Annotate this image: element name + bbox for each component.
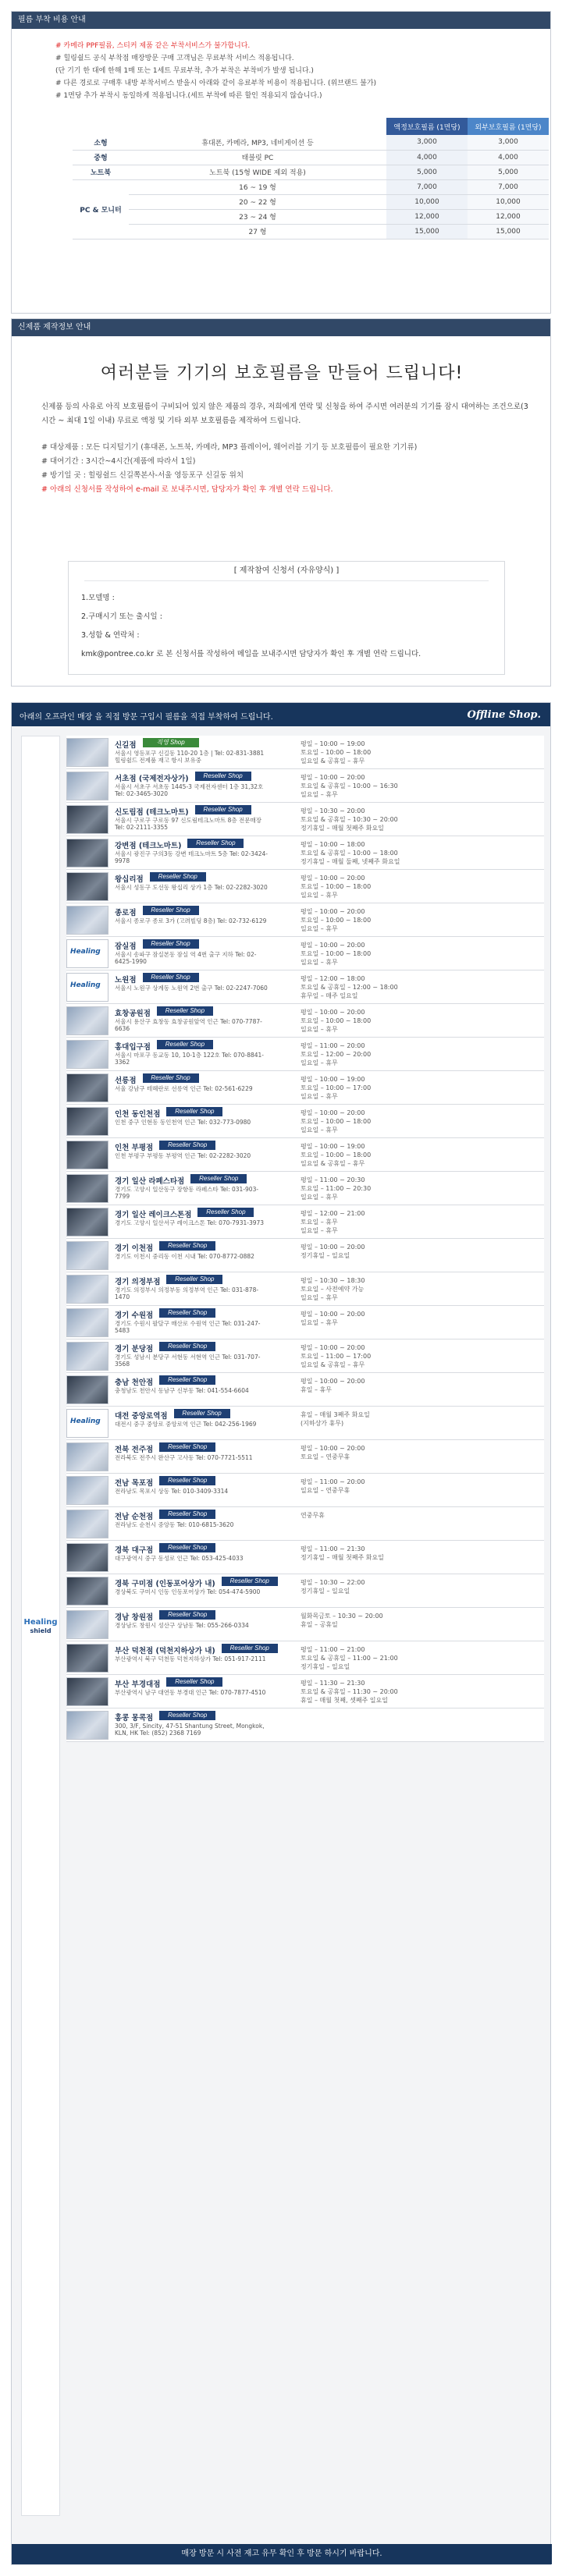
store-photo <box>66 1644 108 1673</box>
store-hours: 평일 – 10:00 ~ 20:00 휴일 – 휴무 <box>301 1378 365 1393</box>
store-name: 인천 동인천점 <box>115 1110 161 1119</box>
list-item: # 아래의 신청서를 작성하여 e-mail 로 보내주시면, 담당자가 확인 후 개별 연락 드립니다. <box>41 485 333 494</box>
store-photo <box>66 1141 108 1169</box>
offline-shop-header <box>12 703 550 726</box>
store-row <box>66 903 544 937</box>
store-type-badge: Reseller Shop <box>159 1241 215 1251</box>
store-hours: 평일 – 10:00 ~ 20:00 토요일 – 10:00 ~ 18:00 일요일 – 휴무 <box>301 942 372 966</box>
store-address: 충청남도 천안시 동남구 신부동 Tel: 041-554-6604 <box>115 1387 249 1394</box>
store-row <box>66 1239 544 1272</box>
row-v1: 5,000 <box>386 165 468 179</box>
store-row <box>66 1071 544 1105</box>
store-hours: 평일 – 10:00 ~ 18:00 토요일 & 공휴일 – 10:00 ~ 18:00 정기휴일 – 매월 둘째, 넷째주 화요일 <box>301 841 400 865</box>
store-type-badge: Reseller Shop <box>159 1543 215 1552</box>
store-hours: 평일 – 11:00 ~ 21:30 정기휴일 – 매월 첫째주 화요일 <box>301 1545 384 1561</box>
table-row <box>73 135 549 150</box>
store-hours: 평일 – 10:00 ~ 19:00 토요일 – 10:00 ~ 17:00 일요일 – 휴무 <box>301 1076 372 1100</box>
list-item: # 대여기간 : 3시간~4시간(제품에 따라서 1일) <box>41 457 196 466</box>
store-address: 경상남도 창원시 성산구 상남동 Tel: 055-266-0334 <box>115 1622 249 1629</box>
store-row <box>66 1708 544 1742</box>
table-row <box>73 150 549 165</box>
new-product-lead: 신제품 등의 사유로 아직 보호필름이 구비되어 있지 않은 제품의 경우, 저희에게 연락 및 신청을 하여 주시면 여러분의 기기를 잠시 대여하는 조건으로(3시간 ~ 최대 1일 이내) 무료로 액정 및 기타 외부 보호필름을 제작하여 드립니다. <box>41 403 528 425</box>
row-v1: 3,000 <box>386 135 468 150</box>
store-name: 종로점 <box>115 909 137 917</box>
store-name: 경기 이천점 <box>115 1244 154 1253</box>
store-type-badge: Reseller Shop <box>195 805 251 814</box>
store-row <box>66 1373 544 1407</box>
store-row <box>66 1205 544 1239</box>
store-type-badge: Reseller Shop <box>159 1510 215 1519</box>
store-photo <box>66 738 108 767</box>
store-name: 왕십리점 <box>115 875 144 884</box>
store-row <box>66 1608 544 1641</box>
fee-note: # 카메라 PPF필름, 스티커 제품 같은 부착서비스가 불가합니다. <box>55 42 251 50</box>
store-row <box>66 769 544 803</box>
table-row <box>73 209 549 224</box>
store-type-badge: Reseller Shop <box>159 1476 215 1485</box>
store-type-badge: Reseller Shop <box>143 973 199 982</box>
list-item: # 대상제품 : 모든 디지털기기 (휴대폰, 노트북, 카메라, MP3 플레이어, 웨어러블 기기 등 보호필름이 필요한 기기류) <box>41 443 418 452</box>
store-photo <box>66 805 108 834</box>
store-type-badge: Reseller Shop <box>159 1308 215 1318</box>
store-type-badge: 직영 Shop <box>143 738 199 747</box>
store-address: 서울시 송파구 잠실본동 잠실 역 4번 출구 지하 Tel: 02-6425-1990 <box>115 951 257 965</box>
store-address: 대전시 중구 중앙로 중앙로역 인근 Tel: 042-256-1969 <box>115 1421 257 1428</box>
store-photo <box>66 1510 108 1538</box>
store-type-badge: Reseller Shop <box>159 1375 215 1385</box>
store-name: 노원점 <box>115 976 137 985</box>
store-row <box>66 1474 544 1507</box>
store-row <box>66 1306 544 1339</box>
store-row <box>66 1138 544 1172</box>
store-photo <box>66 839 108 868</box>
fee-note: # 다른 경로로 구매후 내방 부착서비스 받을시 아래와 같이 유료부착 비용이 적용됩니다. (위브랜드 불가) <box>55 80 377 87</box>
fee-note: # 힐링쉴드 공식 부착점 매장방문 구매 고객님은 무료부착 서비스 적용됩니다. <box>55 55 294 62</box>
store-hours: 평일 – 10:00 ~ 20:00 토요일 & 공휴일 – 10:00 ~ 16:30 일요일 – 휴무 <box>301 774 398 798</box>
store-name: 대전 중앙로역점 <box>115 1412 168 1421</box>
store-name: 서초점 (국제전자상가) <box>115 775 189 783</box>
store-address: 경기도 의정부시 의정부동 의정부역 인근 Tel: 031-878-1470 <box>115 1286 259 1300</box>
store-photo <box>66 1442 108 1471</box>
offline-shop-section <box>11 702 551 2565</box>
store-name: 전남 목포점 <box>115 1479 154 1488</box>
row-v1: 12,000 <box>386 209 468 224</box>
store-photo <box>66 1610 108 1639</box>
row-category: PC & 모니터 <box>73 179 129 239</box>
store-address: 경기도 성남시 분당구 서현동 서현역 인근 Tel: 031-707-3568 <box>115 1354 261 1368</box>
store-name: 부산 덕천점 (덕천지하상가 내) <box>115 1647 215 1655</box>
store-photo <box>66 1375 108 1404</box>
film-fee-section <box>11 11 551 314</box>
store-hours: 휴일 – 매월 3째주 화요일 (지하상가 휴무) <box>301 1411 370 1427</box>
store-hours: 평일 – 10:00 ~ 20:00 토요일 – 10:00 ~ 18:00 일요일 – 휴무 <box>301 908 372 932</box>
store-row <box>66 1004 544 1038</box>
store-photo <box>66 1107 108 1136</box>
store-row <box>66 1272 544 1306</box>
store-name: 인천 부평점 <box>115 1144 154 1152</box>
store-address: 서울시 종로구 종로 3가 (고려빌딩 8층) Tel: 02-732-6129 <box>115 917 267 924</box>
store-hours: 평일 – 11:00 ~ 20:30 토요일 – 11:00 ~ 20:30 일요일 – 휴무 <box>301 1176 372 1201</box>
store-name: 경북 대구점 <box>115 1546 154 1555</box>
store-name: 잠실점 <box>115 942 137 951</box>
store-row <box>66 1105 544 1138</box>
store-address: 대구광역시 중구 동성로 인근 Tel: 053-425-4033 <box>115 1555 244 1562</box>
row-v1: 15,000 <box>386 224 468 239</box>
store-row <box>66 1407 544 1440</box>
store-row <box>66 1172 544 1205</box>
store-photo <box>66 1342 108 1371</box>
store-type-badge: Reseller Shop <box>166 1107 222 1116</box>
table-row <box>73 224 549 239</box>
store-row <box>66 1541 544 1574</box>
store-type-badge: Reseller Shop <box>190 1174 247 1183</box>
store-type-badge: Reseller Shop <box>166 1275 222 1284</box>
store-type-badge: Reseller Shop <box>159 1141 215 1150</box>
store-name: 경북 구미점 (인동포어상가 내) <box>115 1580 215 1588</box>
new-product-title: 여러분들 기기의 보호필름을 만들어 드립니다! <box>100 364 464 383</box>
table-row <box>73 179 549 194</box>
store-type-badge: Reseller Shop <box>143 939 199 949</box>
store-name: 전남 순천점 <box>115 1513 154 1521</box>
store-address: 서울시 구로구 구로동 97 신도림테크노마트 8층 전문매장 Tel: 02-2111-3355 <box>115 817 262 831</box>
store-photo <box>66 1308 108 1337</box>
store-hours: 평일 – 10:30 ~ 18:30 토요일 – 사전예약 가능 일요일 – 휴무 <box>301 1277 365 1301</box>
store-name: 경기 일산 레이크스톤점 <box>115 1211 192 1219</box>
store-row <box>66 1440 544 1474</box>
logo-text-bottom: shield <box>30 1627 52 1634</box>
table-row <box>73 165 549 179</box>
store-photo <box>66 1208 108 1237</box>
store-name: 경남 창원점 <box>115 1613 154 1622</box>
store-name: 홍대입구점 <box>115 1043 151 1052</box>
store-row <box>66 937 544 970</box>
row-desc: 20 ~ 22 형 <box>129 194 386 209</box>
list-item: # 방기일 곳 : 힐링쉴드 신길쪽본사-서울 영등포구 신길동 위치 <box>41 471 244 480</box>
store-hours: 평일 – 10:00 ~ 20:00 토요일 – 10:00 ~ 18:00 일요일 – 휴무 <box>301 875 372 899</box>
offline-footer-notice: 매장 방문 시 사전 재고 유무 확인 후 방문 하시기 바랍니다. <box>12 2544 552 2564</box>
row-v2: 12,000 <box>468 209 549 224</box>
store-logo-text: Healing <box>70 981 101 989</box>
store-hours: 평일 – 11:00 ~ 21:00 토요일 & 공휴일 – 11:00 ~ 21:00 정기휴일 – 일요일 <box>301 1646 398 1670</box>
store-type-badge: Reseller Shop <box>159 1342 215 1351</box>
store-row <box>66 1339 544 1373</box>
row-v1: 7,000 <box>386 179 468 194</box>
store-type-badge: Reseller Shop <box>166 1677 222 1687</box>
store-photo <box>66 1543 108 1572</box>
store-hours: 평일 – 10:00 ~ 20:00 토요일 – 11:00 ~ 17:00 일요일 & 공휴일 – 휴무 <box>301 1344 372 1368</box>
store-photo <box>66 1006 108 1035</box>
store-hours: 평일 – 12:00 ~ 18:00 토요일 & 공휴일 – 12:00 ~ 18:00 휴무일 – 매주 일요일 <box>301 975 398 999</box>
store-address: 서울시 용산구 효창동 효창공원앞역 인근 Tel: 070-7787-6636 <box>115 1018 262 1032</box>
store-photo <box>66 1174 108 1203</box>
store-hours: 연중무휴 <box>301 1512 325 1519</box>
store-logo-text: Healing <box>70 948 101 956</box>
store-address: 서울시 성동구 도선동 왕십리 상가 1층 Tel: 02-2282-3020 <box>115 884 268 891</box>
application-form <box>68 561 505 675</box>
row-v2: 15,000 <box>468 224 549 239</box>
store-address: 300, 3/F, Sincity, 47-51 Shantung Street, Mongkok, KLN, HK Tel: (852) 2368 7169 <box>115 1723 265 1737</box>
store-address: 경기도 고양시 일산서구 레이크스톤 Tel: 070-7931-3973 <box>115 1219 265 1226</box>
store-photo <box>66 1040 108 1069</box>
store-name: 홍콩 몽콕점 <box>115 1714 154 1723</box>
store-address: 인천 중구 인현동 동인천역 인근 Tel: 032-773-0980 <box>115 1119 251 1126</box>
store-address: 서울시 노원구 상계동 노원역 2번 출구 Tel: 02-2247-7060 <box>115 985 268 992</box>
store-type-badge: Reseller Shop <box>150 872 206 882</box>
row-v2: 5,000 <box>468 165 549 179</box>
store-type-badge: Reseller Shop <box>174 1409 230 1418</box>
store-address: 서울시 마포구 동교동 10, 10-1층 122호 Tel: 070-8841-3362 <box>115 1052 264 1066</box>
row-category: 중형 <box>73 150 129 165</box>
store-type-badge: Reseller Shop <box>143 906 199 915</box>
store-name: 경기 분당점 <box>115 1345 154 1354</box>
form-title: [ 제작참여 신청서 (자유양식) ] <box>84 562 489 581</box>
store-hours: 평일 – 10:00 ~ 19:00 토요일 – 10:00 ~ 18:00 일요일 & 공휴일 – 휴무 <box>301 1143 372 1167</box>
store-type-badge: Reseller Shop <box>159 1711 215 1720</box>
store-photo <box>66 1577 108 1606</box>
store-name: 경기 수원점 <box>115 1311 154 1320</box>
store-photo <box>66 872 108 901</box>
store-photo <box>66 1241 108 1270</box>
store-list <box>66 736 544 1742</box>
store-row <box>66 870 544 903</box>
store-hours: 평일 – 11:00 ~ 20:00 일요일 – 연중무휴 <box>301 1478 365 1494</box>
store-address: 서울시 서초구 서초동 1445-3 국제전자센터 1층 31,32호 Tel: 02-3465-3020 <box>115 783 264 797</box>
store-hours: 평일 – 10:00 ~ 19:00 토요일 – 10:00 ~ 18:00 일요일 & 공휴일 – 휴무 <box>301 740 372 765</box>
row-desc: 16 ~ 19 형 <box>129 179 386 194</box>
new-product-section <box>11 318 551 687</box>
store-type-badge: Reseller Shop <box>197 1208 254 1217</box>
new-product-header: 신제품 제작정보 안내 <box>12 319 550 336</box>
store-hours: 평일 – 10:00 ~ 20:00 일요일 – 휴무 <box>301 1311 365 1326</box>
store-row <box>66 970 544 1004</box>
store-type-badge: Reseller Shop <box>143 1073 199 1083</box>
row-category: 소형 <box>73 135 129 150</box>
store-row <box>66 1038 544 1071</box>
store-photo <box>66 1073 108 1102</box>
logo-text-top: Healing <box>23 1618 58 1627</box>
store-hours: 평일 – 12:00 ~ 21:00 토요일 – 휴무 일요일 – 휴무 <box>301 1210 365 1234</box>
col1-header: 액정보호필름 (1면당) <box>386 118 468 135</box>
store-type-badge: Reseller Shop <box>159 1610 215 1620</box>
fee-section-header: 필름 부착 비용 안내 <box>12 12 550 29</box>
price-table <box>73 118 549 240</box>
row-v1: 10,000 <box>386 194 468 209</box>
store-name: 신도림점 (테크노마트) <box>115 808 189 817</box>
store-photo <box>66 1409 108 1438</box>
fee-note: # 1면당 추가 부착시 동일하게 적용됩니다.(세트 부착에 따른 할인 적용되지 않습니다.) <box>55 92 322 100</box>
store-hours: 평일 – 10:00 ~ 20:00 정기휴일 – 일요일 <box>301 1244 365 1259</box>
store-type-badge: Reseller Shop <box>157 1040 213 1049</box>
store-hours: 평일 – 10:00 ~ 20:00 토요일 – 10:00 ~ 18:00 일요일 – 휴무 <box>301 1009 372 1033</box>
store-type-badge: Reseller Shop <box>195 772 251 781</box>
store-photo <box>66 1275 108 1304</box>
store-type-badge: Reseller Shop <box>222 1577 278 1586</box>
store-type-badge: Reseller Shop <box>157 1006 213 1016</box>
store-address: 서울 강남구 테헤란로 선릉역 인근 Tel: 02-561-6229 <box>115 1085 253 1092</box>
store-photo <box>66 906 108 935</box>
store-address: 경상북도 구미시 인동 인동포어상가 Tel: 054-474-5900 <box>115 1588 261 1595</box>
store-row <box>66 1574 544 1608</box>
store-name: 효창공원점 <box>115 1009 151 1018</box>
store-address: 경기도 고양시 일산동구 장항동 라페스타 Tel: 031-903-7799 <box>115 1186 259 1200</box>
offline-shop-notice: 아래의 오프라인 매장 을 직접 방문 구입시 필름을 직접 부착하여 드립니다. <box>20 713 273 722</box>
fee-notes <box>12 29 550 102</box>
store-address: 전라남도 순천시 중앙동 Tel: 010-6815-3620 <box>115 1521 234 1528</box>
store-name: 경기 의정부점 <box>115 1278 161 1286</box>
store-name: 경기 일산 라페스타점 <box>115 1177 185 1186</box>
store-photo <box>66 973 108 1002</box>
store-hours: 평일 – 10:00 ~ 20:00 토요일 – 10:00 ~ 18:00 일요일 – 휴무 <box>301 1109 372 1134</box>
store-address: 인천 부평구 부평동 부평역 인근 Tel: 02-2282-3020 <box>115 1152 251 1159</box>
store-photo <box>66 1677 108 1706</box>
store-address: 전라북도 전주시 완산구 고사동 Tel: 070-7721-5511 <box>115 1454 253 1461</box>
row-desc: 27 형 <box>129 224 386 239</box>
form-line: 1.모델명 : <box>81 594 115 602</box>
store-photo <box>66 1476 108 1505</box>
brand-sidebar <box>21 736 60 2516</box>
store-photo <box>66 1711 108 1740</box>
store-address: 부산광역시 북구 덕천동 덕천지하상가 Tel: 051-917-2111 <box>115 1655 266 1662</box>
store-type-badge: Reseller Shop <box>187 839 244 848</box>
form-line: 3.성함 & 연락처 : <box>81 631 140 640</box>
form-line: 2.구매시기 또는 출시일 : <box>81 612 162 621</box>
row-desc: 휴대폰, 카메라, MP3, 네비게이션 등 <box>129 135 386 150</box>
row-desc: 노트북 (15형 WIDE 제외 적용) <box>129 165 386 179</box>
store-row <box>66 803 544 836</box>
store-row <box>66 836 544 870</box>
store-name: 충남 천안점 <box>115 1378 154 1387</box>
healing-shield-logo <box>23 1618 58 1652</box>
store-hours: 평일 – 10:00 ~ 20:00 토요일 – 연중무휴 <box>301 1445 365 1460</box>
store-address: 서울시 영등포구 신길동 110-20 1층 | Tel: 02-831-3881 힐링쉴드 전제품 재고 항시 보유중 <box>115 750 265 764</box>
row-v2: 7,000 <box>468 179 549 194</box>
row-v2: 3,000 <box>468 135 549 150</box>
store-row <box>66 1641 544 1675</box>
form-email-note: kmk@pontree.co.kr 로 본 신청서를 작성하여 메일을 보내주시면 담당자가 확인 후 개별 연락 드립니다. <box>81 650 422 658</box>
row-v2: 10,000 <box>468 194 549 209</box>
store-photo <box>66 939 108 968</box>
store-hours: 평일 – 10:30 ~ 22:00 정기휴일 – 일요일 <box>301 1579 365 1595</box>
store-name: 신길점 <box>115 741 137 750</box>
store-hours: 평일 – 11:00 ~ 20:00 토요일 – 12:00 ~ 20:00 일요일 – 휴무 <box>301 1042 372 1066</box>
store-name: 전북 전주점 <box>115 1446 154 1454</box>
store-address: 경기도 수원시 팔달구 매산로 수원역 인근 Tel: 031-247-5483 <box>115 1320 261 1334</box>
new-product-list <box>41 441 541 497</box>
row-v2: 4,000 <box>468 150 549 165</box>
fee-note: (단 기기 한 대에 한해 1매 또는 1세트 무료부착, 추가 부착은 부착비가 발생 됩니다.) <box>55 67 314 75</box>
store-row <box>66 1507 544 1541</box>
row-category: 노트북 <box>73 165 129 179</box>
store-row <box>66 1675 544 1708</box>
store-name: 강변점 (테크노마트) <box>115 842 182 850</box>
store-hours: 평일 – 11:30 ~ 21:30 토요일 & 공휴일 – 11:30 ~ 20:00 휴일 – 매월 첫째, 셋째주 일요일 <box>301 1680 398 1704</box>
store-address: 경기도 이천시 중리동 이천 시내 Tel: 070-8772-0882 <box>115 1253 254 1260</box>
store-hours: 월화목금토 – 10:30 ~ 20:00 휴일 – 공휴일 <box>301 1613 383 1628</box>
store-address: 부산광역시 남구 대연동 부경대 인근 Tel: 070-7877-4510 <box>115 1689 266 1696</box>
col2-header: 외부보호필름 (1면당) <box>468 118 549 135</box>
offline-shop-title: Offline Shop. <box>467 709 541 721</box>
row-v1: 4,000 <box>386 150 468 165</box>
store-name: 선릉점 <box>115 1077 137 1085</box>
row-desc: 태블릿 PC <box>129 150 386 165</box>
store-type-badge: Reseller Shop <box>222 1644 278 1653</box>
store-type-badge: Reseller Shop <box>159 1442 215 1452</box>
store-hours: 평일 – 10:30 ~ 20:00 토요일 & 공휴일 – 10:30 ~ 20:00 정기휴일 – 매월 첫째주 화요일 <box>301 807 398 832</box>
table-row <box>73 194 549 209</box>
store-logo-text: Healing <box>70 1418 101 1425</box>
store-row <box>66 736 544 769</box>
store-name: 부산 부경대점 <box>115 1680 161 1689</box>
store-address: 서울시 광진구 구의3동 강변 테크노마트 5층 Tel: 02-3424-9978 <box>115 850 268 864</box>
store-photo <box>66 772 108 800</box>
row-desc: 23 ~ 24 형 <box>129 209 386 224</box>
store-address: 전라남도 목포시 상동 Tel: 010-3409-3314 <box>115 1488 229 1495</box>
